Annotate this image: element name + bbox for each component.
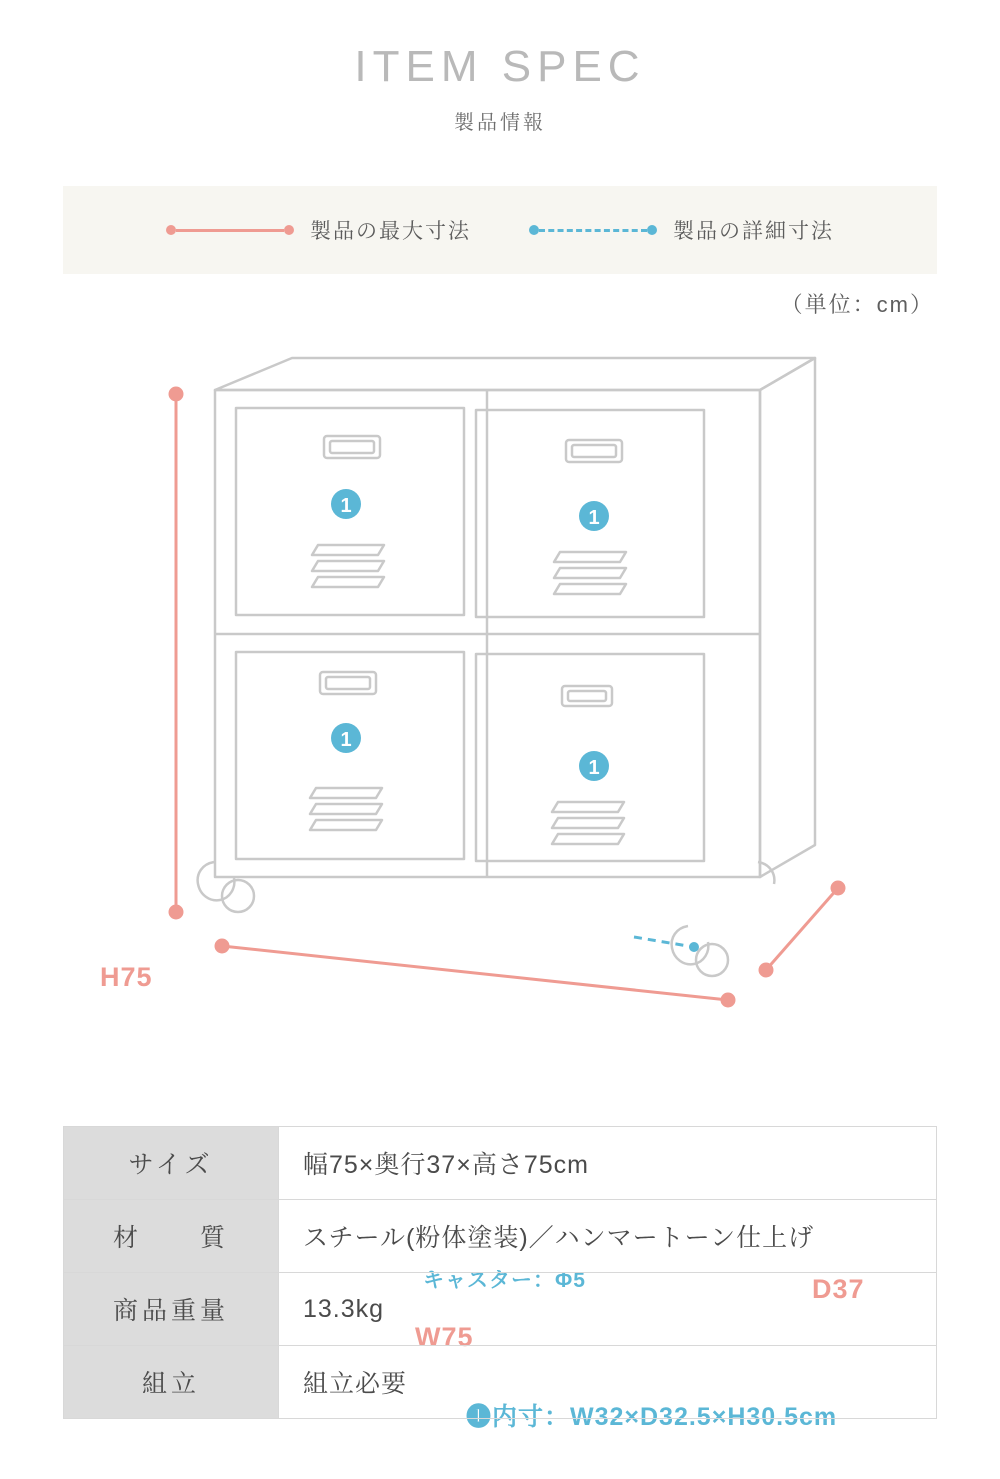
label-depth: D37 (812, 1274, 865, 1304)
spec-value-weight: 13.3kg (279, 1273, 937, 1346)
table-row (64, 1200, 937, 1273)
spec-label-material: 材 質 (64, 1200, 279, 1273)
label-caster: キャスター：Φ5 (423, 1269, 586, 1292)
solid-line-icon (166, 225, 294, 235)
table-row (64, 1346, 937, 1419)
label-height: H75 (100, 962, 153, 992)
spec-value-material: スチール(粉体塗装)／ハンマートーン仕上げ (279, 1200, 937, 1273)
spec-label-size: サイズ (64, 1127, 279, 1200)
label-width: W75 (415, 1322, 474, 1352)
page-title: ITEM SPEC (354, 42, 646, 91)
spec-label-weight: 商品重量 (64, 1273, 279, 1346)
legend-label-max-dimension: 製品の最大寸法 (310, 220, 471, 243)
table-row (64, 1273, 937, 1346)
height-dimension-line (170, 388, 182, 918)
svg-text:1: 1 (340, 729, 352, 751)
page-header (0, 0, 1000, 135)
spec-table (63, 1126, 937, 1419)
label-inner-size: ❶内寸：W32×D32.5×H30.5cm (466, 1403, 838, 1431)
width-dimension-line (216, 940, 734, 1006)
spec-value-size: 幅75×奥行37×高さ75cm (279, 1127, 937, 1200)
table-row (64, 1127, 937, 1200)
caster-dimension-line (634, 937, 699, 952)
unit-note: （単位：cm） (780, 292, 934, 317)
legend-label-detail-dimension: 製品の詳細寸法 (673, 220, 834, 243)
cabinet-drawing (0, 340, 1000, 1110)
page-subtitle: 製品情報 (454, 112, 546, 134)
spec-label-assembly: 組立 (64, 1346, 279, 1419)
depth-dimension-line (760, 882, 844, 976)
svg-text:1: 1 (588, 507, 600, 529)
svg-text:1: 1 (340, 495, 352, 517)
spec-value-assembly: 組立必要 (279, 1346, 937, 1419)
legend (63, 186, 937, 274)
legend-item-max-dimension (166, 215, 471, 245)
svg-text:1: 1 (588, 757, 600, 779)
dashed-line-icon (529, 225, 657, 235)
legend-item-detail-dimension (529, 215, 834, 245)
